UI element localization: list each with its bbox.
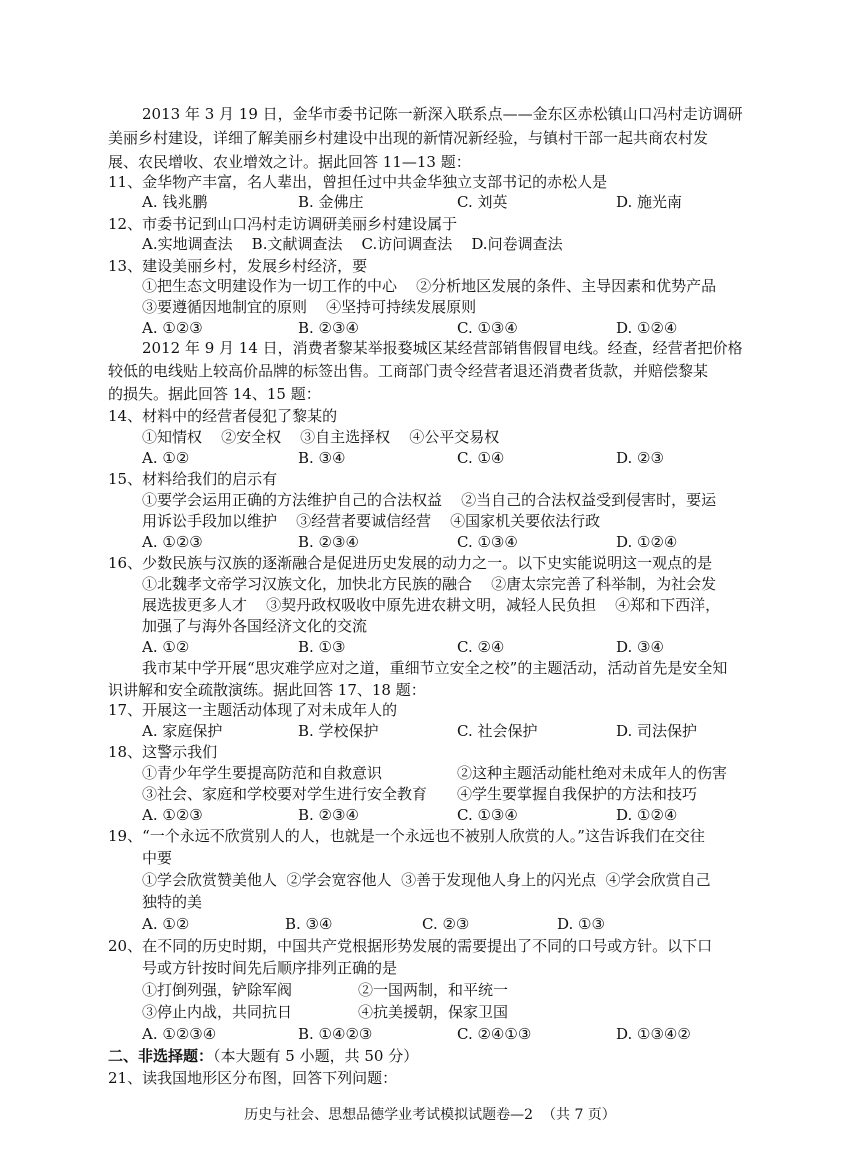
question-14-stem: 14、材料中的经营者侵犯了黎某的 bbox=[108, 407, 338, 425]
q16-option-d: D. ③④ bbox=[616, 638, 664, 656]
q13-option-a: A. ①②③ bbox=[142, 319, 203, 337]
q11-option-b: B. 金佛庄 bbox=[298, 193, 364, 211]
q17-option-a: A. 家庭保护 bbox=[142, 722, 223, 740]
q20-statement: ①打倒列强，铲除军阀 bbox=[142, 981, 293, 999]
q19-statement: ①学会欣赏赞美他人 ②学会宽容他人 ③善于发现他人身上的闪光点 ④学会欣赏自己 bbox=[142, 871, 711, 889]
q14-option-b: B. ③④ bbox=[298, 449, 346, 467]
passage-line: 的损失。据此回答 14、15 题： bbox=[108, 385, 321, 403]
q13-option-b: B. ②③④ bbox=[298, 319, 359, 337]
passage-line: 我市某中学开展“思灾难学应对之道，重细节立安全之校”的主题活动，活动首先是安全知 bbox=[142, 659, 728, 677]
q18-option-b: B. ②③④ bbox=[298, 806, 359, 824]
q15-option-a: A. ①②③ bbox=[142, 533, 203, 551]
page-footer: 历史与社会、思想品德学业考试模拟试题卷—2 （共 7 页） bbox=[244, 1107, 616, 1123]
q18-statement: ②这种主题活动能杜绝对未成年人的伤害 bbox=[457, 764, 728, 782]
q18-statement: ④学生要掌握自我保护的方法和技巧 bbox=[457, 785, 698, 803]
q20-option-d: D. ①③④② bbox=[616, 1025, 691, 1043]
q13-option-d: D. ①②④ bbox=[616, 319, 678, 337]
q20-option-c: C. ②④①③ bbox=[457, 1025, 532, 1043]
section-title: 二、非选择题： bbox=[108, 1047, 214, 1065]
q18-statement: ③社会、家庭和学校要对学生进行安全教育 bbox=[142, 785, 428, 803]
q18-option-a: A. ①②③ bbox=[142, 806, 203, 824]
q14-option-d: D. ②③ bbox=[616, 449, 664, 467]
q13-statement: ③要遵循因地制宜的原则 ④坚持可持续发展原则 bbox=[142, 298, 477, 316]
q19-statement: 独特的美 bbox=[142, 893, 203, 911]
q20-option-b: B. ①④②③ bbox=[298, 1025, 373, 1043]
question-20-stem: 20、在不同的历史时期，中国共产党根据形势发展的需要提出了不同的口号或方针。以下口 bbox=[108, 937, 713, 955]
q16-statement: 展选拔更多人才 ③契丹政权吸收中原先进农耕文明，减轻人民负担 ④郑和下西洋， bbox=[142, 596, 721, 614]
q18-statement: ①青少年学生要提高防范和自救意识 bbox=[142, 764, 383, 782]
q15-option-d: D. ①②④ bbox=[616, 533, 678, 551]
q15-option-c: C. ①③④ bbox=[457, 533, 518, 551]
q15-statement: ①要学会运用正确的方法维护自己的合法权益 ②当自己的合法权益受到侵害时，要运 bbox=[142, 491, 717, 509]
passage-line: 美丽乡村建设，详细了解美丽乡村建设中出现的新情况新经验，与镇村干部一起共商农村发 bbox=[108, 129, 709, 147]
q15-statement: 用诉讼手段加以维护 ③经营者要诚信经营 ④国家机关要依法行政 bbox=[142, 512, 601, 530]
q16-option-c: C. ②④ bbox=[457, 638, 505, 656]
q14-statement: ①知情权 ②安全权 ③自主选择权 ④公平交易权 bbox=[142, 428, 500, 446]
q17-option-c: C. 社会保护 bbox=[457, 722, 538, 740]
q12-options: A.实地调查法 B.文献调查法 C.访问调查法 D.问卷调查法 bbox=[142, 235, 563, 253]
q20-statement: ③停止内战，共同抗日 bbox=[142, 1003, 293, 1021]
passage-line: 较低的电线贴上较高价品牌的标签出售。工商部门责令经营者退还消费者货款，并赔偿黎某 bbox=[108, 362, 709, 380]
q16-statement: ①北魏孝文帝学习汉族文化，加快北方民族的融合 ②唐太宗完善了科举制，为社会发 bbox=[142, 575, 717, 593]
question-16-stem: 16、少数民族与汉族的逐渐融合是促进历史发展的动力之一。以下史实能说明这一观点的是 bbox=[108, 554, 713, 572]
q18-option-c: C. ①③④ bbox=[457, 806, 518, 824]
q16-statement: 加强了与海外各国经济文化的交流 bbox=[142, 617, 368, 635]
q13-option-c: C. ①③④ bbox=[457, 319, 518, 337]
q20-option-a: A. ①②③④ bbox=[142, 1025, 217, 1043]
section-heading bbox=[108, 1046, 418, 1066]
q17-option-d: D. 司法保护 bbox=[616, 722, 698, 740]
q19-option-a: A. ①② bbox=[142, 915, 190, 933]
q17-option-b: B. 学校保护 bbox=[298, 722, 379, 740]
question-13-stem: 13、建设美丽乡村，发展乡村经济，要 bbox=[108, 257, 368, 275]
question-21-stem: 21、读我国地形区分布图，回答下列问题： bbox=[108, 1069, 398, 1087]
question-12-stem: 12、市委书记到山口冯村走访调研美丽乡村建设属于 bbox=[108, 215, 458, 233]
section-note: （本大题有 5 小题，共 50 分） bbox=[213, 1047, 419, 1065]
question-17-stem: 17、开展这一主题活动体现了对未成年人的 bbox=[108, 701, 398, 719]
q20-statement: ④抗美援朝，保家卫国 bbox=[358, 1003, 509, 1021]
question-19-stem: 19、“一个永远不欣赏别人的人，也就是一个永远也不被别人欣赏的人。”这告诉我们在交往 bbox=[108, 827, 705, 845]
q14-option-c: C. ①④ bbox=[457, 449, 505, 467]
passage-line: 展、农民增收、农业增效之计。据此回答 11—13 题： bbox=[108, 153, 471, 171]
question-19-stem: 中要 bbox=[142, 849, 173, 867]
q11-option-c: C. 刘英 bbox=[457, 193, 508, 211]
passage-line: 2013 年 3 月 19 日，金华市委书记陈一新深入联系点——金东区赤松镇山口冯村走访调研 bbox=[142, 105, 743, 123]
question-11-stem: 11、金华物产丰富，名人辈出，曾担任过中共金华独立支部书记的赤松人是 bbox=[108, 173, 608, 191]
q11-option-a: A. 钱兆鹏 bbox=[142, 193, 208, 211]
q16-option-b: B. ①③ bbox=[298, 638, 346, 656]
q11-option-d: D. 施光南 bbox=[616, 193, 683, 211]
question-20-stem: 号或方针按时间先后顺序排列正确的是 bbox=[142, 959, 398, 977]
q14-option-a: A. ①② bbox=[142, 449, 190, 467]
question-15-stem: 15、材料给我们的启示有 bbox=[108, 470, 278, 488]
q19-option-c: C. ②③ bbox=[422, 915, 470, 933]
passage-line: 识讲解和安全疏散演练。据此回答 17、18 题： bbox=[108, 681, 426, 699]
q20-statement: ②一国两制，和平统一 bbox=[358, 981, 509, 999]
q13-statement: ①把生态文明建设作为一切工作的中心 ②分析地区发展的条件、主导因素和优势产品 bbox=[142, 277, 717, 295]
q18-option-d: D. ①②④ bbox=[616, 806, 678, 824]
question-18-stem: 18、这警示我们 bbox=[108, 743, 218, 761]
q19-option-b: B. ③④ bbox=[285, 915, 333, 933]
q16-option-a: A. ①② bbox=[142, 638, 190, 656]
passage-line: 2012 年 9 月 14 日，消费者黎某举报婺城区某经营部销售假冒电线。经查，经营者把价格 bbox=[142, 339, 743, 357]
q19-option-d: D. ①③ bbox=[557, 915, 605, 933]
q15-option-b: B. ②③④ bbox=[298, 533, 359, 551]
